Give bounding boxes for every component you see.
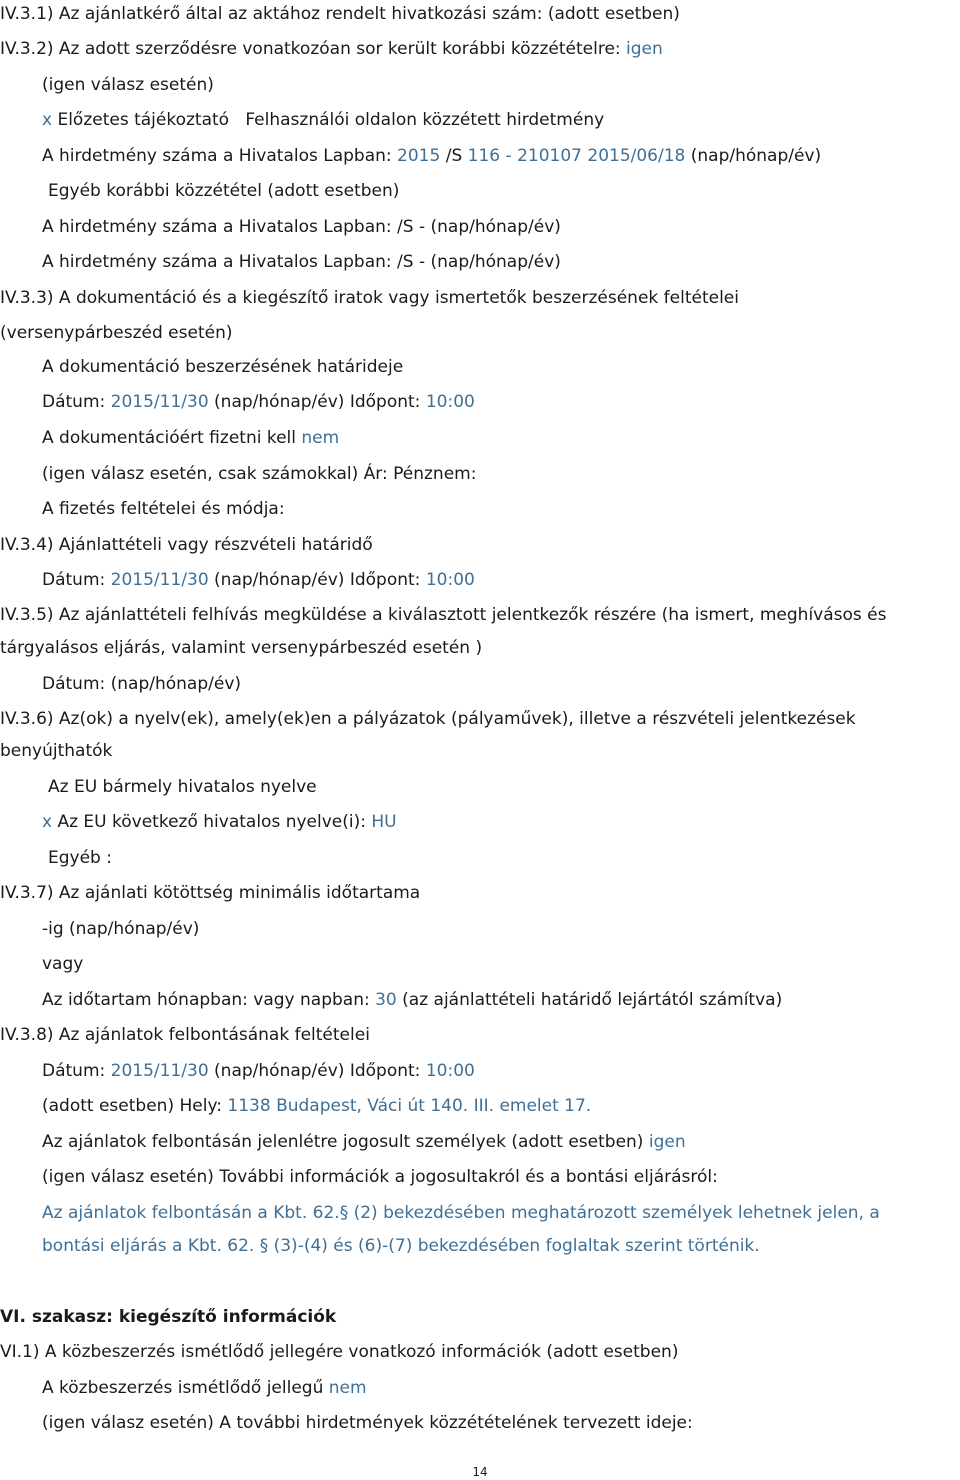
recurring-plan: (igen válasz esetén) A további hirdetmények közzétételének tervezett ideje: <box>42 1413 693 1433</box>
checkbox-mark: x <box>42 110 53 130</box>
section-iv-3-1: IV.3.1) Az ajánlatkérő által az aktához rendelt hivatkozási szám: (adott esetben) <box>0 4 680 24</box>
section-vi-1-heading: VI.1) A közbeszerzés ismétlődő jellegére vonatkozó információk (adott esetben) <box>0 1342 679 1362</box>
other-publication: Egyéb korábbi közzététel (adott esetben) <box>48 181 400 201</box>
opening-attendance: Az ajánlatok felbontásán jelenlétre jogosult személyek (adott esetben) igen <box>42 1132 686 1152</box>
documentation-date-line: Dátum: 2015/11/30 (nap/hónap/év) Időpont: 10:00 <box>42 392 475 412</box>
binding-duration: Az időtartam hónapban: vagy napban: 30 (az ajánlattételi határidő lejártától számítva) <box>42 990 783 1010</box>
section-iv-3-6-heading-cont: benyújthatók <box>0 741 113 761</box>
binding-or: vagy <box>42 954 84 974</box>
section-iv-3-6-heading: IV.3.6) Az(ok) a nyelv(ek), amely(ek)en a pályázatok (pályaművek), illetve a részvételi jelentkezések <box>0 709 856 729</box>
section-iv-3-7-heading: IV.3.7) Az ajánlati kötöttség minimális időtartama <box>0 883 421 903</box>
section-iv-3-8-heading: IV.3.8) Az ajánlatok felbontásának feltételei <box>0 1025 370 1045</box>
page-number: 14 <box>472 1465 488 1479</box>
notice-number-empty-2: A hirdetmény száma a Hivatalos Lapban: /S - (nap/hónap/év) <box>42 252 561 272</box>
language-option-other: Egyéb : <box>48 848 112 868</box>
section-iv-3-2-heading: IV.3.2) Az adott szerződésre vonatkozóan sor került korábbi közzétételre: igen <box>0 39 663 59</box>
section-iv-3-5-heading: IV.3.5) Az ajánlattételi felhívás megküldése a kiválasztott jelentkezők részére (ha ismert, meghívásos és <box>0 605 887 625</box>
opening-place: (adott esetben) Hely: 1138 Budapest, Váci út 140. III. emelet 17. <box>42 1096 592 1116</box>
paragraph-sign: § <box>339 1203 349 1223</box>
paragraph-sign: § <box>259 1236 269 1256</box>
notice-number-empty-1: A hirdetmény száma a Hivatalos Lapban: /S - (nap/hónap/év) <box>42 217 561 237</box>
tender-deadline-line: Dátum: 2015/11/30 (nap/hónap/év) Időpont: 10:00 <box>42 570 475 590</box>
recurring-line: A közbeszerzés ismétlődő jellegű nem <box>42 1378 367 1398</box>
documentation-deadline: A dokumentáció beszerzésének határideje <box>42 357 404 377</box>
opening-date-line: Dátum: 2015/11/30 (nap/hónap/év) Időpont: 10:00 <box>42 1061 475 1081</box>
documentation-payment: A dokumentációért fizetni kell nem <box>42 428 340 448</box>
invitation-date-line: Dátum: (nap/hónap/év) <box>42 674 242 694</box>
opening-info-text-1: Az ajánlatok felbontásán a Kbt. 62.§ (2) bekezdésében meghatározott személyek lehetnek jelen, a <box>42 1203 880 1223</box>
section-iv-3-3-heading-cont: (versenypárbeszéd esetén) <box>0 323 233 343</box>
notice-number-line: A hirdetmény száma a Hivatalos Lapban: 2015 /S 116 - 210107 2015/06/18 (nap/hónap/év) <box>42 146 822 166</box>
checkbox-mark: x <box>42 812 53 832</box>
prior-publication-value: igen <box>626 39 663 59</box>
language-option-specific: x Az EU következő hivatalos nyelve(i): HU <box>42 812 397 832</box>
documentation-terms: A fizetés feltételei és módja: <box>42 499 285 519</box>
section-iv-3-5-heading-cont: tárgyalásos eljárás, valamint versenypárbeszéd esetén ) <box>0 638 483 658</box>
documentation-price: (igen válasz esetén, csak számokkal) Ár: Pénznem: <box>42 464 477 484</box>
section-vi-title: VI. szakasz: kiegészítő információk <box>0 1307 337 1327</box>
section-iv-3-3-heading: IV.3.3) A dokumentáció és a kiegészítő iratok vagy ismertetők beszerzésének feltételei <box>0 288 739 308</box>
binding-until: -ig (nap/hónap/év) <box>42 919 200 939</box>
language-option-any: Az EU bármely hivatalos nyelve <box>48 777 317 797</box>
prior-publication-options: x Előzetes tájékoztató Felhasználói oldalon közzétett hirdetmény <box>42 110 605 130</box>
section-iv-3-4-heading: IV.3.4) Ajánlattételi vagy részvételi határidő <box>0 535 373 555</box>
opening-info-label: (igen válasz esetén) További információk a jogosultakról és a bontási eljárásról: <box>42 1167 718 1187</box>
condition-note: (igen válasz esetén) <box>42 75 214 95</box>
opening-info-text-2: bontási eljárás a Kbt. 62. § (3)-(4) és (6)-(7) bekezdésében foglaltak szerint történik. <box>42 1236 760 1256</box>
